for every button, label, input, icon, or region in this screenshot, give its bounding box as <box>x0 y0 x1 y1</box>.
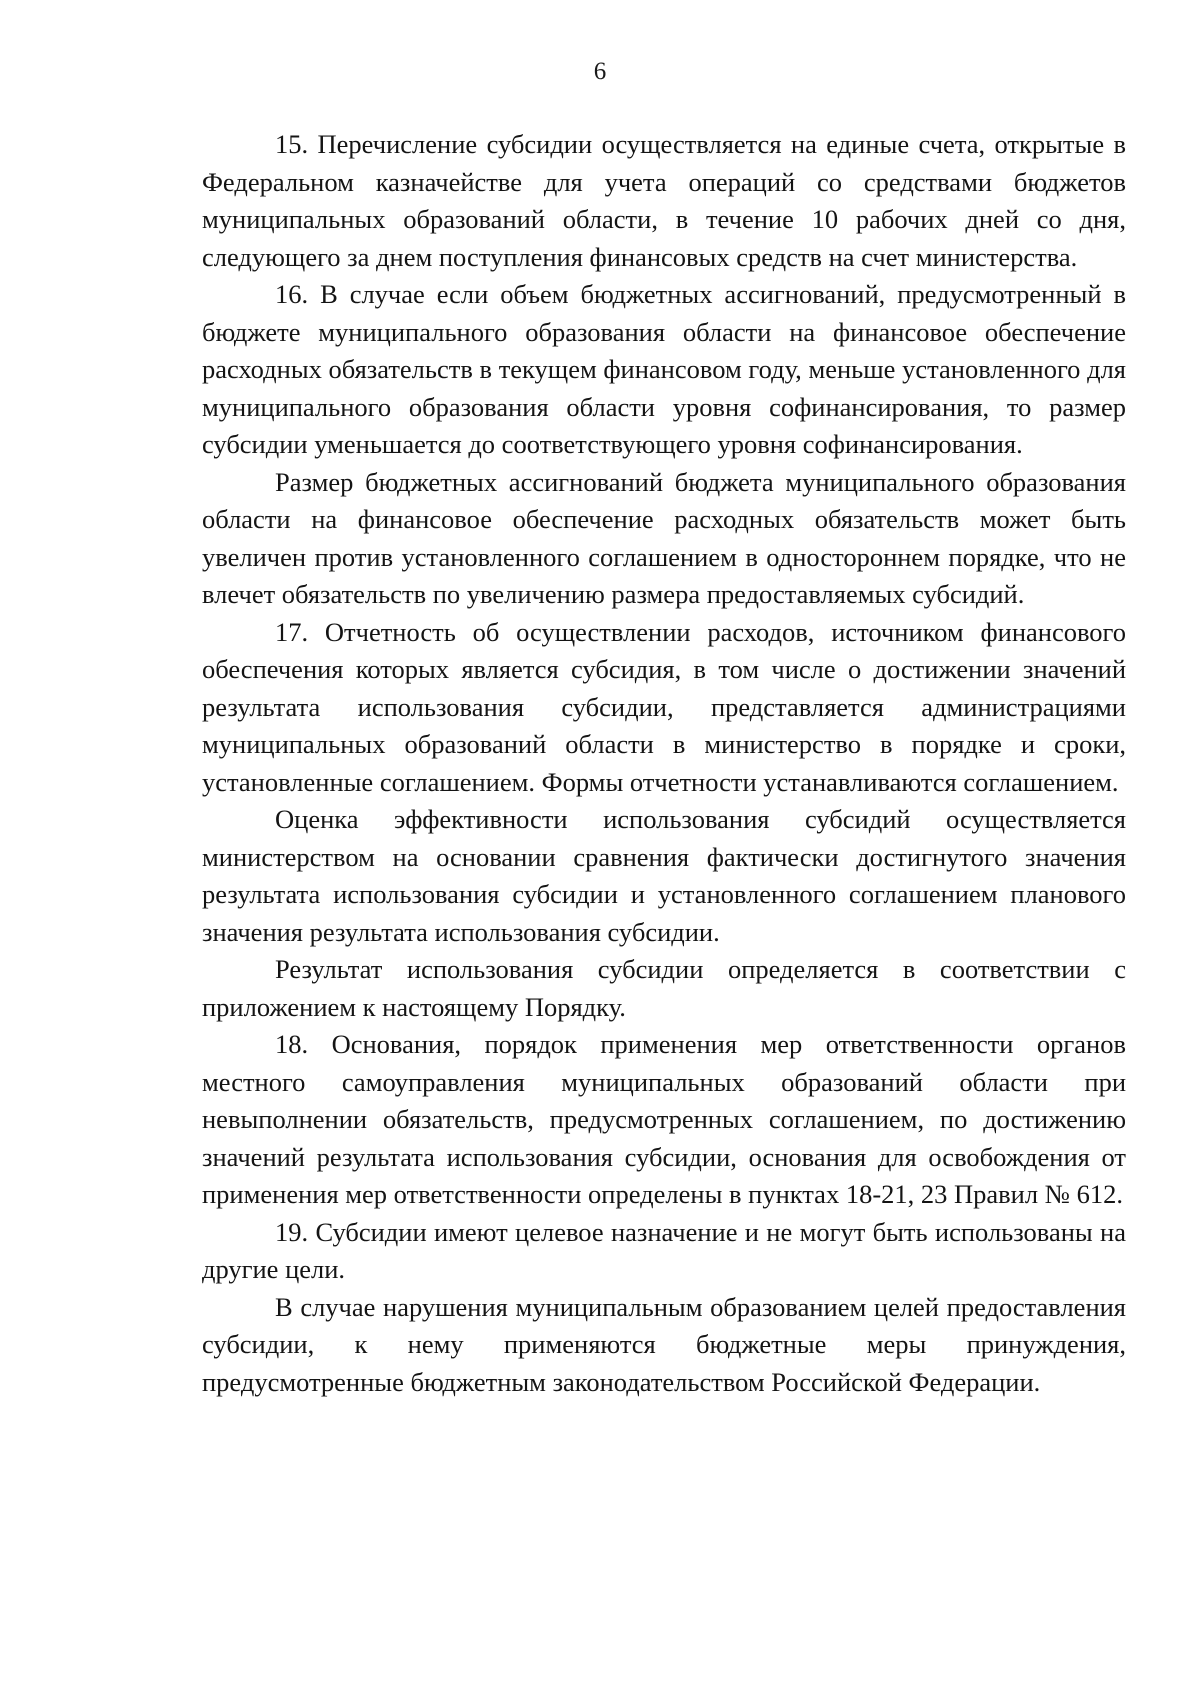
paragraph-violation-measures: В случае нарушения муниципальным образованием целей предоставления субсидии, к нему применяются бюджетные меры принуждения, предусмотренные бюджетным законодательством Российской Федерации. <box>202 1291 1126 1397</box>
paragraph-18-responsibility: 18. Основания, порядок применения мер ответственности органов местного самоуправления муниципальных образований области при невыполнении обязательств, предусмотренных соглашением, по достижению значений результата использования субсидии, основания для освобождения от применения мер ответственности определены в пунктах 18-21, 23 Правил № 612. <box>202 1029 1126 1209</box>
paragraph-17-reporting: 17. Отчетность об осуществлении расходов, источником финансового обеспечения которых является субсидия, в том числе о достижении значений результата использования субсидии, представляется администрациями муниципальных образований области в министерство в порядке и сроки, установленные соглашением. Формы отчетности устанавливаются соглашением. <box>202 616 1126 797</box>
paragraph-budget-allocations: Размер бюджетных ассигнований бюджета муниципального образования области на финансовое обеспечение расходных обязательств может быть увеличен против установленного соглашением в одностороннем порядке, что не влечет обязательств по увеличению размера предоставляемых субсидий. <box>202 466 1126 609</box>
paragraph-15-transfer: 15. Перечисление субсидии осуществляется на единые счета, открытые в Федеральном казначействе для учета операций со средствами бюджетов муниципальных образований области, в течение 10 рабочих дней со дня, следующего за днем поступления финансовых средств на счет министерства. <box>202 129 1126 272</box>
paragraph-efficiency-assessment: Оценка эффективности использования субсидий осуществляется министерством на основании сравнения фактически достигнутого значения результата использования субсидии и установленного соглашением планового значения результата использования субсидии. <box>202 804 1126 947</box>
page-number: 6 <box>593 58 607 85</box>
document-body <box>202 126 1126 1401</box>
paragraph-19-purpose: 19. Субсидии имеют целевое назначение и не могут быть использованы на другие цели. <box>202 1216 1126 1284</box>
paragraph-16-cofinancing: 16. В случае если объем бюджетных ассигнований, предусмотренный в бюджете муниципального образования области на финансовое обеспечение расходных обязательств в текущем финансовом году, меньше установленного для муниципального образования области уровня софинансирования, то размер субсидии уменьшается до соответствующего уровня софинансирования. <box>202 279 1126 459</box>
paragraph-result-definition: Результат использования субсидии определяется в соответствии с приложением к настоящему Порядку. <box>202 954 1126 1022</box>
